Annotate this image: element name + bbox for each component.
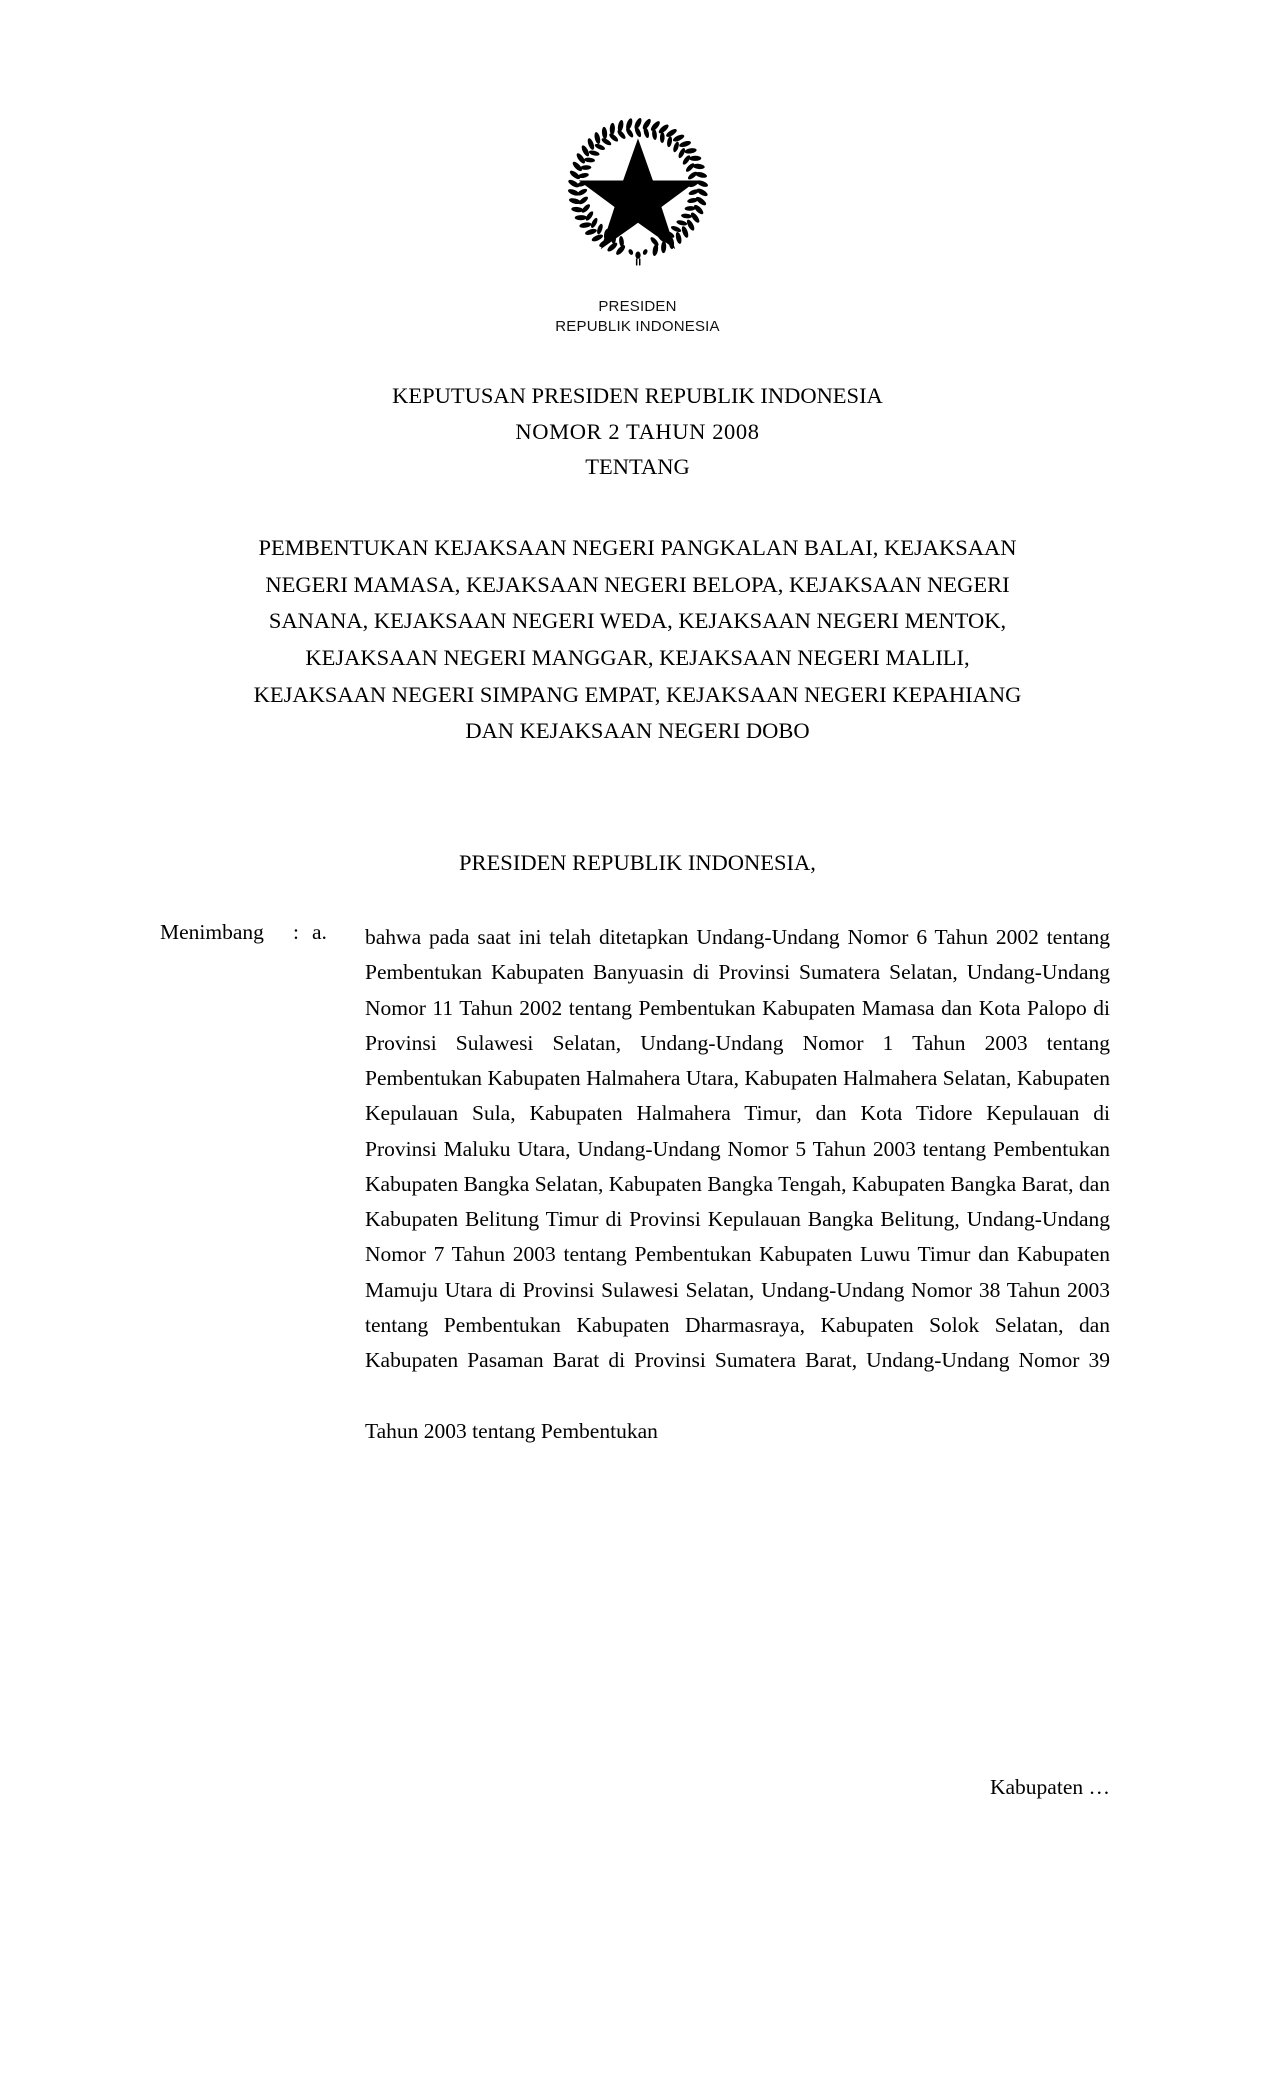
- subject-line: PEMBENTUKAN KEJAKSAAN NEGERI PANGKALAN BALAI, KEJAKSAAN: [258, 535, 1017, 560]
- catchword: Kabupaten …: [989, 1775, 1110, 1799]
- indonesian-presidential-seal-star-wreath-icon: [543, 108, 733, 268]
- document-body: [160, 920, 1110, 1484]
- wreath-knot: [627, 248, 648, 265]
- consideration-clause: [160, 920, 1110, 1484]
- consideration-label: Menimbang: [160, 920, 264, 944]
- consideration-text: bahwa pada saat ini telah ditetapkan Undang-Undang Nomor 6 Tahun 2002 tentang Pembentukan Kabupaten Banyuasin di Provinsi Sumatera Selatan, Undang-Undang Nomor 11 Tahun 2002 tentang Pembentukan Kabupaten Mamasa dan Kota Palopo di Provinsi Sulawesi Selatan, Undang-Undang Nomor 1 Tahun 2003 tentang Pembentukan Kabupaten Halmahera Utara, Kabupaten Halmahera Selatan, Kabupaten Kepulauan Sula, Kabupaten Halmahera Timur, dan Kota Tidore Kepulauan di Provinsi Maluku Utara, Undang-Undang Nomor 5 Tahun 2003 tentang Pembentukan Kabupaten Bangka Selatan, Kabupaten Bangka Tengah, Kabupaten Bangka Barat, dan Kabupaten Belitung Timur di Provinsi Kepulauan Bangka Belitung, Undang-Undang Nomor 7 Tahun 2003 tentang Pembentukan Kabupaten Luwu Timur dan Kabupaten Mamuju Utara di Provinsi Sulawesi Selatan, Undang-Undang Nomor 38 Tahun 2003 tentang Pembentukan Kabupaten Dharmasraya, Kabupaten Solok Selatan, dan Kabupaten Pasaman Barat di Provinsi Sumatera Barat, Undang-Undang Nomor 39: [365, 925, 1110, 1372]
- letterhead: [0, 297, 1275, 337]
- title-line-tentang: TENTANG: [585, 454, 690, 480]
- subject-line: KEJAKSAAN NEGERI SIMPANG EMPAT, KEJAKSAAN NEGERI KEPAHIANG: [253, 681, 1022, 707]
- subject-line: DAN KEJAKSAAN NEGERI DOBO: [465, 718, 810, 744]
- consideration-colon: :: [293, 920, 299, 944]
- salutation: PRESIDEN REPUBLIK INDONESIA,: [459, 850, 816, 875]
- consideration-item-marker: a.: [312, 920, 327, 944]
- emblem-container: [0, 108, 1275, 268]
- document-subject: [95, 530, 1180, 750]
- subject-line: NEGERI MAMASA, KEJAKSAAN NEGERI BELOPA, KEJAKSAAN NEGERI: [265, 571, 1010, 597]
- document-title: [100, 378, 1175, 485]
- subject-line: KEJAKSAAN NEGERI MANGGAR, KEJAKSAAN NEGERI MALILI,: [305, 645, 970, 671]
- title-line-keputusan: KEPUTUSAN PRESIDEN REPUBLIK INDONESIA: [392, 383, 883, 408]
- letterhead-line-republik-indonesia: REPUBLIK INDONESIA: [555, 317, 720, 335]
- subject-line: SANANA, KEJAKSAAN NEGERI WEDA, KEJAKSAAN NEGERI MENTOK,: [268, 608, 1007, 634]
- title-line-nomor: NOMOR 2 TAHUN 2008: [515, 418, 760, 444]
- consideration-text-tail: Tahun 2003 tentang Pembentukan: [365, 1418, 658, 1443]
- letterhead-line-presiden: PRESIDEN: [598, 298, 677, 315]
